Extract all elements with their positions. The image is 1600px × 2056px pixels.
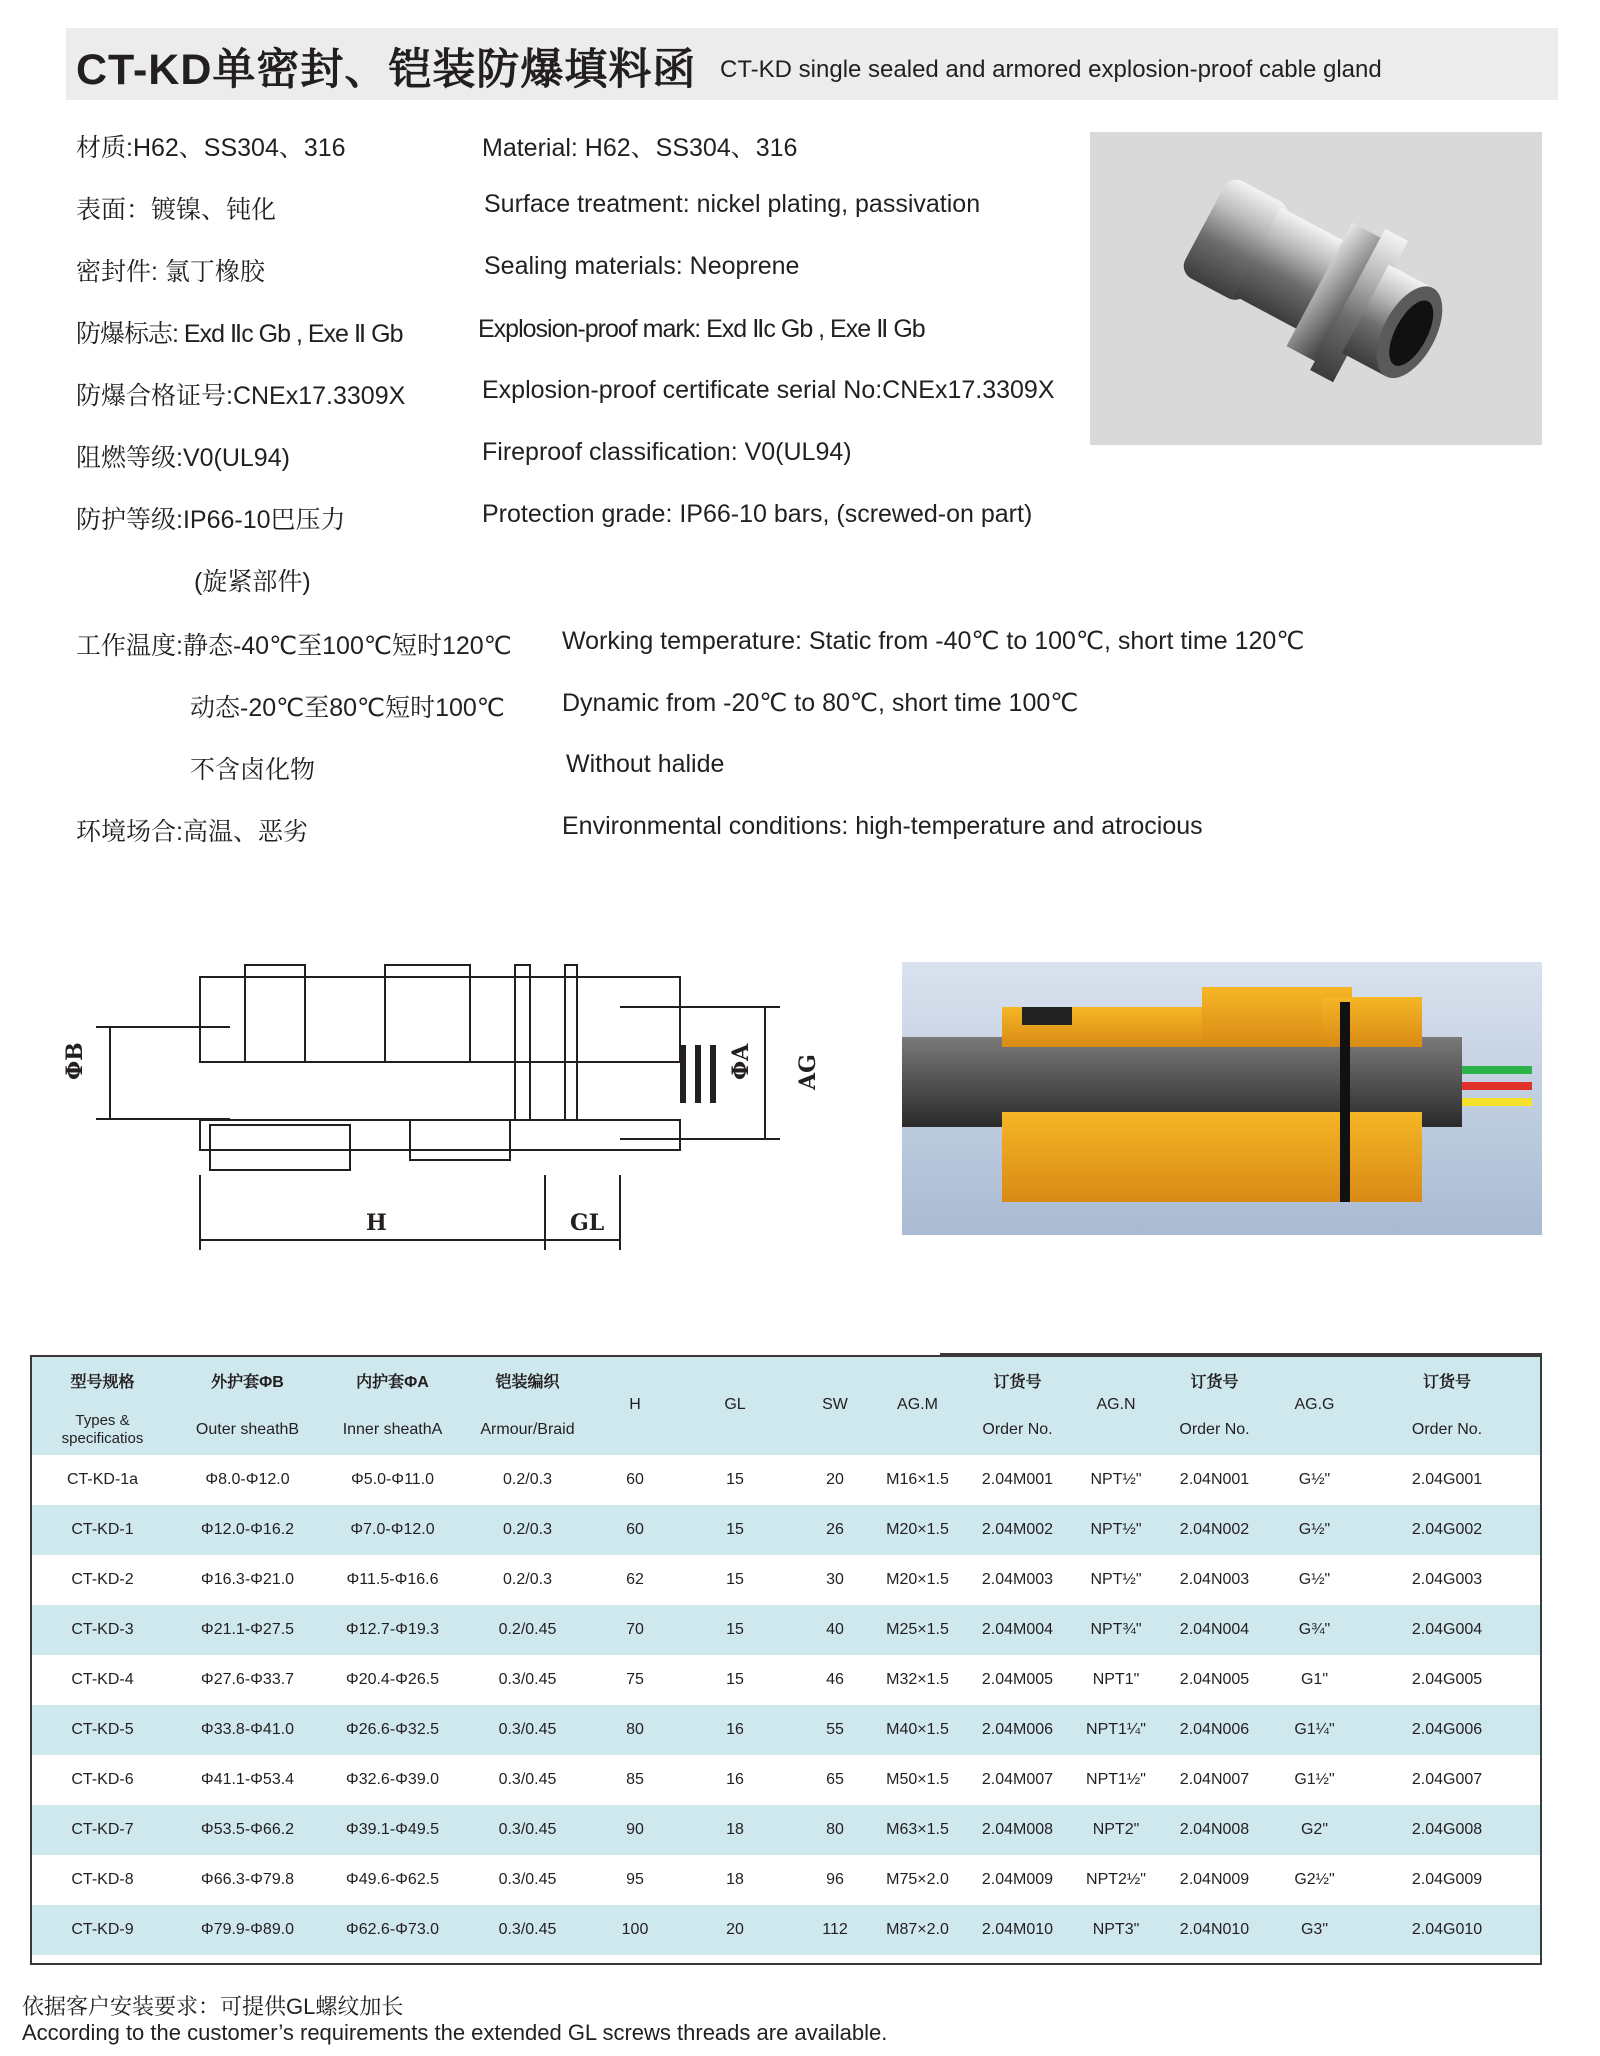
cell-agn: NPT1½" [1080,1755,1152,1805]
spec-material-en: Material: H62、SS304、316 [482,134,798,162]
cell-armour: 0.3/0.45 [465,1755,590,1805]
cell-gl: 15 [680,1605,790,1655]
cell-outer: Φ12.0-Φ16.2 [175,1505,320,1555]
cell-sw: 112 [790,1905,880,1955]
spec-dynamic-en: Dynamic from -20℃ to 80℃, short time 100℃ [562,689,1079,717]
table-frame-top [940,1353,1542,1356]
cell-agn: NPT2" [1080,1805,1152,1855]
cell-agg: G1¼" [1277,1705,1352,1755]
cell-type: CT-KD-3 [30,1605,175,1655]
header-agg: AG.G [1277,1355,1352,1455]
cell-om: 2.04M009 [955,1855,1080,1905]
cell-og: 2.04G010 [1352,1905,1542,1955]
header-gl: GL [680,1355,790,1455]
cell-om: 2.04M005 [955,1655,1080,1705]
label-h: H [366,1210,387,1236]
page-title-en: CT-KD single sealed and armored explosion-proof cable gland [720,56,1382,83]
cell-gl: 18 [680,1805,790,1855]
cell-agn: NPT½" [1080,1455,1152,1505]
cable-gland-photo-icon [1090,132,1542,445]
cell-om: 2.04M007 [955,1755,1080,1805]
cell-armour: 0.3/0.45 [465,1905,590,1955]
spec-temp-cn: 工作温度:静态-40℃至100℃短时120℃ [76,632,512,660]
spec-exmark-en: Explosion-proof mark: Exd Ⅱc Gb , Exe Ⅱ Gb [478,315,925,343]
cell-outer: Φ33.8-Φ41.0 [175,1705,320,1755]
table-row [30,1805,1542,1855]
cell-og: 2.04G006 [1352,1705,1542,1755]
cell-inner: Φ62.6-Φ73.0 [320,1905,465,1955]
table-row [30,1505,1542,1555]
cell-h: 60 [590,1455,680,1505]
spec-temp-en: Working temperature: Static from -40℃ to 100℃, short time 120℃ [562,627,1305,655]
cell-sw: 26 [790,1505,880,1555]
cell-on: 2.04N008 [1152,1805,1277,1855]
header-outer-cn: 外护套ΦB [175,1355,320,1405]
cell-og: 2.04G005 [1352,1655,1542,1705]
table-row [30,1555,1542,1605]
spec-protect-en: Protection grade: IP66-10 bars, (screwed-on part) [482,500,1033,528]
cell-agn: NPT3" [1080,1905,1152,1955]
spec-cert-en: Explosion-proof certificate serial No:CNEx17.3309X [482,376,1055,404]
cell-type: CT-KD-6 [30,1755,175,1805]
cell-h: 80 [590,1705,680,1755]
cell-og: 2.04G004 [1352,1605,1542,1655]
cell-gl: 15 [680,1505,790,1555]
cell-agn: NPT½" [1080,1555,1152,1605]
cell-h: 60 [590,1505,680,1555]
cell-inner: Φ39.1-Φ49.5 [320,1805,465,1855]
cell-agg: G3" [1277,1905,1352,1955]
table-row [30,1455,1542,1505]
header-agm: AG.M [880,1355,955,1455]
cell-gl: 15 [680,1455,790,1505]
cell-on: 2.04N007 [1152,1755,1277,1805]
cell-gl: 16 [680,1755,790,1805]
cell-on: 2.04N006 [1152,1705,1277,1755]
technical-drawing [60,945,860,1270]
cell-h: 62 [590,1555,680,1605]
header-agn: AG.N [1080,1355,1152,1455]
page-title-cn: CT-KD单密封、铠装防爆填料函 [76,46,697,94]
table-header-row [30,1355,1542,1405]
cell-agm: M50×1.5 [880,1755,955,1805]
product-photo [1090,132,1542,445]
label-phi-b: ΦB [62,1042,88,1080]
cell-armour: 0.3/0.45 [465,1705,590,1755]
spec-fire-en: Fireproof classification: V0(UL94) [482,438,852,466]
table-row [30,1855,1542,1905]
cell-on: 2.04N005 [1152,1655,1277,1705]
cell-outer: Φ41.1-Φ53.4 [175,1755,320,1805]
cell-agg: G½" [1277,1505,1352,1555]
header-inner-en: Inner sheathA [320,1405,465,1455]
cell-outer: Φ8.0-Φ12.0 [175,1455,320,1505]
cell-armour: 0.2/0.3 [465,1555,590,1605]
cell-sw: 20 [790,1455,880,1505]
cell-type: CT-KD-5 [30,1705,175,1755]
cell-sw: 80 [790,1805,880,1855]
cell-sw: 55 [790,1705,880,1755]
header-outer-en: Outer sheathB [175,1405,320,1455]
cell-sw: 96 [790,1855,880,1905]
header-armour-en: Armour/Braid [465,1405,590,1455]
table-row [30,1655,1542,1705]
cell-on: 2.04N002 [1152,1505,1277,1555]
spec-dynamic-cn: 动态-20℃至80℃短时100℃ [190,694,505,722]
cell-on: 2.04N004 [1152,1605,1277,1655]
spec-sealing-cn: 密封件: 氯丁橡胶 [76,258,265,286]
spec-cert-cn: 防爆合格证号:CNEx17.3309X [76,382,406,410]
cell-type: CT-KD-2 [30,1555,175,1605]
cell-inner: Φ26.6-Φ32.5 [320,1705,465,1755]
header-order-cn-m: 订货号 [955,1355,1080,1405]
spec-env-en: Environmental conditions: high-temperature and atrocious [562,812,1203,840]
cell-inner: Φ5.0-Φ11.0 [320,1455,465,1505]
table-body [30,1455,1542,1955]
cell-agg: G2½" [1277,1855,1352,1905]
spec-surface-en: Surface treatment: nickel plating, passivation [484,190,981,218]
cell-sw: 46 [790,1655,880,1705]
cell-type: CT-KD-1a [30,1455,175,1505]
cell-om: 2.04M004 [955,1605,1080,1655]
cell-type: CT-KD-4 [30,1655,175,1705]
cell-og: 2.04G001 [1352,1455,1542,1505]
cell-og: 2.04G003 [1352,1555,1542,1605]
header-order-en-m: Order No. [955,1405,1080,1455]
cell-outer: Φ79.9-Φ89.0 [175,1905,320,1955]
cell-agm: M40×1.5 [880,1705,955,1755]
spec-surface-cn: 表面：镀镍、钝化 [76,196,277,224]
cell-og: 2.04G002 [1352,1505,1542,1555]
cell-gl: 15 [680,1655,790,1705]
table-row [30,1905,1542,1955]
cell-inner: Φ12.7-Φ19.3 [320,1605,465,1655]
cell-om: 2.04M006 [955,1705,1080,1755]
cell-og: 2.04G009 [1352,1855,1542,1905]
cell-agm: M20×1.5 [880,1505,955,1555]
spec-material-cn: 材质:H62、SS304、316 [76,134,346,162]
cell-h: 75 [590,1655,680,1705]
footer-note-cn: 依据客户安装要求：可提供GL螺纹加长 [22,1994,404,2019]
cell-om: 2.04M001 [955,1455,1080,1505]
spec-sealing-en: Sealing materials: Neoprene [484,252,800,280]
cell-om: 2.04M002 [955,1505,1080,1555]
cell-sw: 30 [790,1555,880,1605]
footer-note-en: According to the customer’s requirements the extended GL screws threads are available. [22,2020,888,2045]
spec-env-cn: 环境场合:高温、恶劣 [76,818,308,846]
cell-og: 2.04G008 [1352,1805,1542,1855]
cell-om: 2.04M003 [955,1555,1080,1605]
cell-om: 2.04M008 [955,1805,1080,1855]
header-h: H [590,1355,680,1455]
spec-fire-cn: 阻燃等级:V0(UL94) [76,444,290,472]
cell-agg: G½" [1277,1555,1352,1605]
cell-type: CT-KD-9 [30,1905,175,1955]
cell-agg: G2" [1277,1805,1352,1855]
cell-armour: 0.3/0.45 [465,1655,590,1705]
spec-table [30,1355,1542,1955]
cell-h: 95 [590,1855,680,1905]
cell-h: 70 [590,1605,680,1655]
spec-exmark-cn: 防爆标志: Exd Ⅱc Gb , Exe Ⅱ Gb [76,320,403,348]
header-inner-cn: 内护套ΦA [320,1355,465,1405]
cell-inner: Φ49.6-Φ62.5 [320,1855,465,1905]
table-row [30,1755,1542,1805]
cell-armour: 0.3/0.45 [465,1805,590,1855]
header-type-cn: 型号规格 [30,1355,175,1405]
cell-outer: Φ16.3-Φ21.0 [175,1555,320,1605]
cell-h: 100 [590,1905,680,1955]
cell-outer: Φ21.1-Φ27.5 [175,1605,320,1655]
cell-agm: M20×1.5 [880,1555,955,1605]
cell-agm: M32×1.5 [880,1655,955,1705]
header-type-en-1: Types & [75,1412,130,1429]
label-gl: GL [570,1210,605,1236]
cell-type: CT-KD-8 [30,1855,175,1905]
table-row [30,1605,1542,1655]
cell-agm: M63×1.5 [880,1805,955,1855]
cell-armour: 0.2/0.3 [465,1455,590,1505]
table-row [30,1705,1542,1755]
cell-inner: Φ20.4-Φ26.5 [320,1655,465,1705]
cell-agg: G½" [1277,1455,1352,1505]
cell-armour: 0.2/0.45 [465,1605,590,1655]
cell-on: 2.04N003 [1152,1555,1277,1605]
cell-on: 2.04N010 [1152,1905,1277,1955]
cell-outer: Φ53.5-Φ66.2 [175,1805,320,1855]
cell-om: 2.04M010 [955,1905,1080,1955]
header-sw: SW [790,1355,880,1455]
spec-protect-cn-2: (旋紧部件) [194,568,311,596]
label-phi-a: ΦA [728,1043,754,1080]
header-order-en-n: Order No. [1152,1405,1277,1455]
cell-inner: Φ7.0-Φ12.0 [320,1505,465,1555]
header-order-cn-n: 订货号 [1152,1355,1277,1405]
cell-inner: Φ32.6-Φ39.0 [320,1755,465,1805]
cell-sw: 40 [790,1605,880,1655]
cell-inner: Φ11.5-Φ16.6 [320,1555,465,1605]
cell-agg: G1" [1277,1655,1352,1705]
header-order-cn-g: 订货号 [1352,1355,1542,1405]
spec-halide-en: Without halide [566,750,725,778]
cell-agn: NPT1" [1080,1655,1152,1705]
cell-agm: M25×1.5 [880,1605,955,1655]
spec-halide-cn: 不含卤化物 [190,756,316,784]
cell-armour: 0.2/0.3 [465,1505,590,1555]
cell-sw: 65 [790,1755,880,1805]
cell-agn: NPT¾" [1080,1605,1152,1655]
cell-h: 90 [590,1805,680,1855]
cell-on: 2.04N009 [1152,1855,1277,1905]
cell-on: 2.04N001 [1152,1455,1277,1505]
cell-agn: NPT2½" [1080,1855,1152,1905]
cell-agg: G1½" [1277,1755,1352,1805]
cell-agm: M75×2.0 [880,1855,955,1905]
header-armour-cn: 铠装编织 [465,1355,590,1405]
cell-og: 2.04G007 [1352,1755,1542,1805]
cell-outer: Φ27.6-Φ33.7 [175,1655,320,1705]
cell-gl: 18 [680,1855,790,1905]
cutaway-illustration [902,962,1542,1235]
cell-agn: NPT1¼" [1080,1705,1152,1755]
cell-type: CT-KD-7 [30,1805,175,1855]
cell-gl: 16 [680,1705,790,1755]
header-type-en-2: specificatios [61,1430,144,1447]
cell-armour: 0.3/0.45 [465,1855,590,1905]
cell-agn: NPT½" [1080,1505,1152,1555]
cell-outer: Φ66.3-Φ79.8 [175,1855,320,1905]
cell-agm: M16×1.5 [880,1455,955,1505]
header-order-en-g: Order No. [1352,1405,1542,1455]
cell-h: 85 [590,1755,680,1805]
cell-gl: 20 [680,1905,790,1955]
header-type-en [30,1405,175,1455]
label-ag: AG [795,1054,821,1090]
spec-protect-cn: 防护等级:IP66-10巴压力 [76,506,346,534]
cell-gl: 15 [680,1555,790,1605]
cell-agm: M87×2.0 [880,1905,955,1955]
cell-type: CT-KD-1 [30,1505,175,1555]
cell-agg: G¾" [1277,1605,1352,1655]
